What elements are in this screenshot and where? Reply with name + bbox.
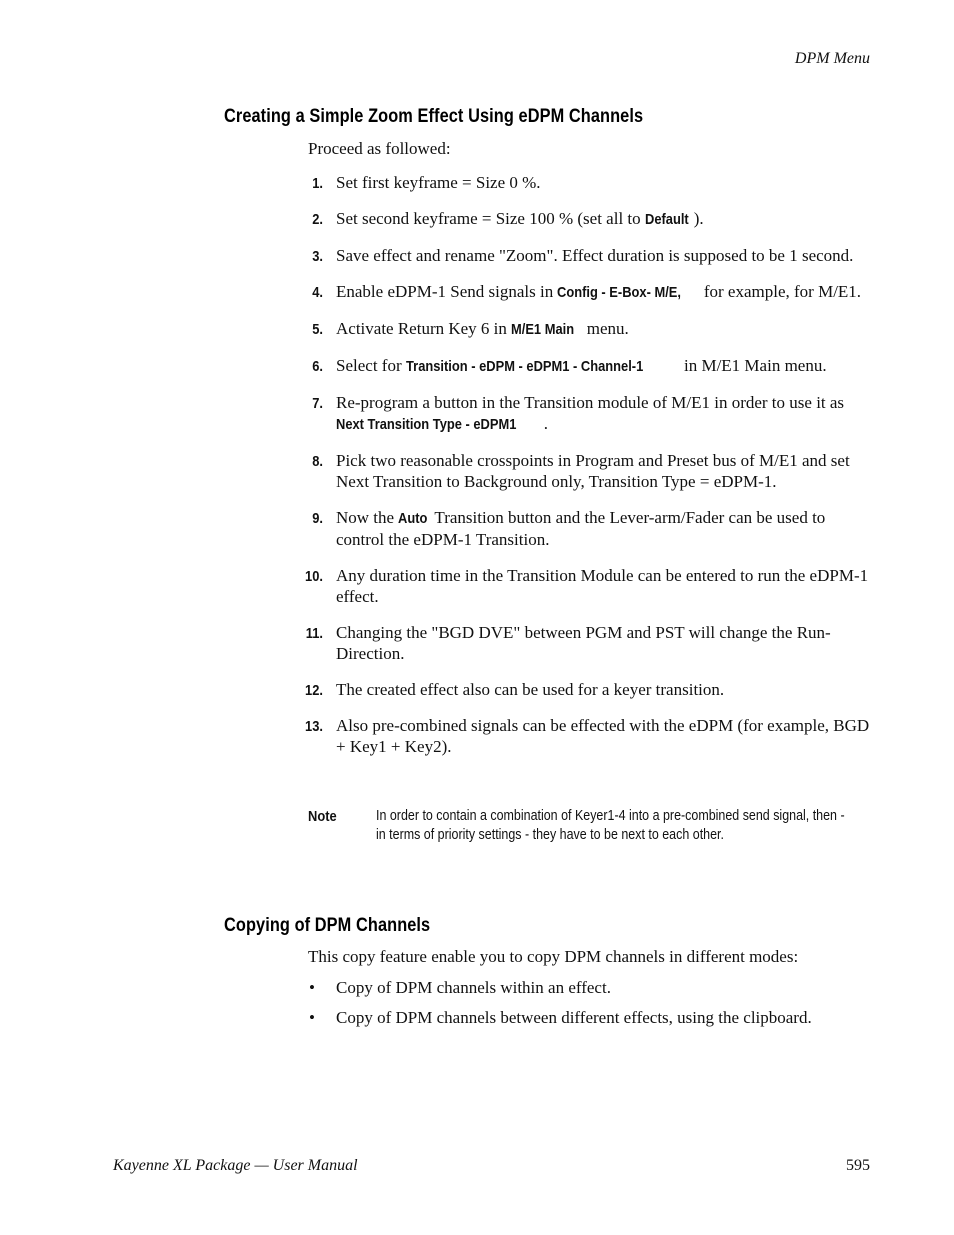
- step-text-run: for example, for M/E1.: [699, 282, 862, 301]
- step-text-run: Activate Return Key 6 in: [336, 319, 512, 338]
- step-text: [336, 246, 853, 265]
- step-number: 4.: [312, 284, 323, 301]
- note-text: In order to contain a combination of Keyer1-4 into a pre-combined send signal, then - in terms of priority settings - they have to be next to each other.: [376, 808, 845, 843]
- running-header: DPM Menu: [794, 50, 870, 67]
- step-text-run: Save effect and rename "Zoom". Effect duration is supposed to be 1 second.: [336, 246, 854, 265]
- step-text-run: The created effect also can be used for a keyer transition.: [336, 680, 725, 699]
- step-item: [296, 355, 872, 377]
- steps-list: [296, 172, 872, 772]
- section-intro: Proceed as followed:: [308, 139, 451, 158]
- step-number: 12.: [305, 682, 323, 699]
- step-number: 7.: [312, 395, 323, 412]
- step-number: 3.: [312, 248, 323, 265]
- step-item: [296, 318, 872, 340]
- step-text-run: .: [543, 414, 549, 433]
- step-item: [296, 565, 872, 607]
- step-item: [296, 715, 872, 757]
- step-text-run: menu.: [582, 319, 629, 338]
- bullet-item: [308, 977, 878, 998]
- menu-path-emphasis: Config - E-Box- M/E,: [557, 284, 682, 301]
- section-heading-zoom-effect: Creating a Simple Zoom Effect Using eDPM Channels: [224, 106, 644, 127]
- step-item: [296, 622, 872, 664]
- bullet-dot-icon: •: [309, 1008, 315, 1027]
- step-text-run: Pick two reasonable crosspoints in Program and Preset bus of M/E1 and set Next Transition to Background only, Transition Type = eDPM-1.: [336, 451, 850, 491]
- step-item: [296, 679, 872, 700]
- step-item: [296, 208, 872, 230]
- step-text-run: Set second keyframe = Size 100 % (set all to: [336, 209, 645, 228]
- step-text: [336, 173, 541, 192]
- step-text: [336, 566, 868, 606]
- step-number: 2.: [312, 211, 323, 228]
- bullet-text: Copy of DPM channels within an effect.: [336, 978, 611, 997]
- menu-path-emphasis: M/E1 Main: [511, 321, 575, 338]
- step-text-run: Changing the "BGD DVE" between PGM and PST will change the Run-Direction.: [336, 623, 831, 663]
- menu-path-emphasis: Transition - eDPM - eDPM1 - Channel-1: [405, 358, 644, 375]
- step-number: 5.: [312, 321, 323, 338]
- step-text-run: Transition button and the Lever-arm/Fader can be used to control the eDPM-1 Transition.: [336, 508, 826, 549]
- step-text-run: ).: [693, 209, 704, 228]
- bullet-dot-icon: •: [309, 978, 315, 997]
- bullet-text: Copy of DPM channels between different effects, using the clipboard.: [336, 1008, 812, 1027]
- step-text: [336, 319, 629, 338]
- step-text-run: Re-program a button in the Transition module of M/E1 in order to use it as: [336, 393, 845, 412]
- step-text: [336, 451, 850, 491]
- footer-title: Kayenne XL Package — User Manual: [113, 1157, 358, 1174]
- menu-path-emphasis: Next Transition Type - eDPM1: [336, 416, 517, 433]
- step-text: [336, 680, 724, 699]
- step-text-run: Any duration time in the Transition Module can be entered to run the eDPM-1 effect.: [336, 566, 869, 606]
- step-text-run: Select for: [336, 356, 406, 375]
- step-text-run: Enable eDPM-1 Send signals in: [336, 282, 558, 301]
- step-number: 9.: [312, 510, 323, 527]
- section-intro-copying: This copy feature enable you to copy DPM channels in different modes:: [308, 947, 799, 966]
- step-text-run: Set first keyframe = Size 0 %.: [336, 173, 541, 192]
- step-number: 8.: [312, 453, 323, 470]
- step-item: [296, 281, 872, 303]
- step-number: 11.: [305, 625, 323, 642]
- step-text: [336, 356, 827, 375]
- step-number: 1.: [312, 175, 323, 192]
- page-number: 595: [846, 1157, 870, 1174]
- step-text-run: Now the: [336, 508, 399, 527]
- step-item: [296, 450, 872, 492]
- menu-path-emphasis: Auto: [398, 510, 428, 527]
- step-number: 6.: [312, 358, 323, 375]
- menu-path-emphasis: Default: [644, 211, 689, 228]
- step-item: [296, 245, 872, 266]
- step-text: [336, 623, 831, 663]
- step-text: [336, 393, 844, 433]
- step-text-run: Also pre-combined signals can be effected with the eDPM (for example, BGD + Key1 + Key2).: [336, 716, 870, 756]
- step-number: 13.: [305, 718, 323, 735]
- step-text: [336, 282, 861, 301]
- step-text: [336, 209, 704, 228]
- section-heading-copying-dpm: Copying of DPM Channels: [224, 915, 431, 936]
- bullet-list: [308, 977, 878, 1037]
- step-item: [296, 507, 872, 550]
- step-item: [296, 172, 872, 193]
- step-item: [296, 392, 872, 435]
- note-label: Note: [308, 808, 337, 825]
- step-text-run: in M/E1 Main menu.: [679, 356, 827, 375]
- bullet-item: [308, 1007, 878, 1028]
- step-number: 10.: [305, 568, 323, 585]
- step-text: [336, 508, 825, 549]
- step-text: [336, 716, 869, 756]
